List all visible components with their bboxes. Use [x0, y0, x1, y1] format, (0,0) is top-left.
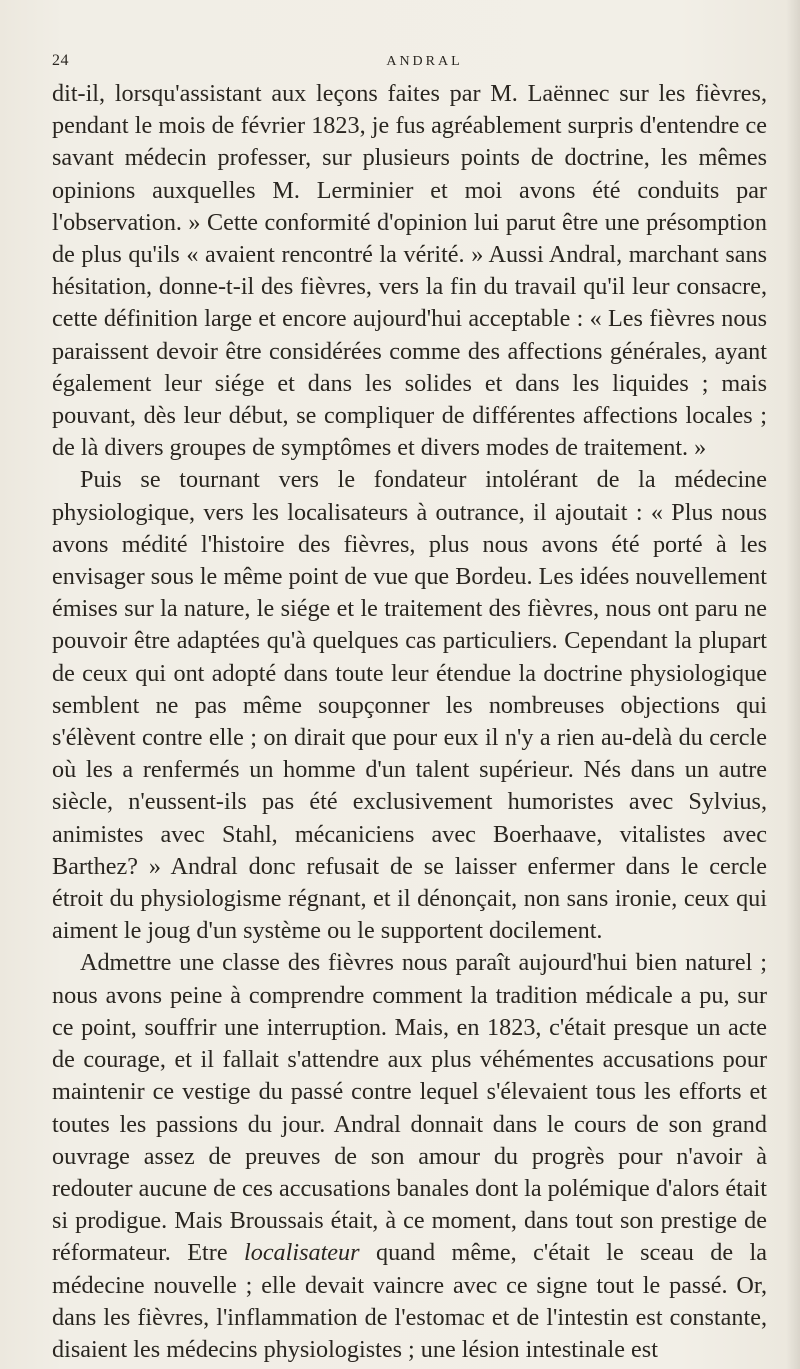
emphasis-term: localisateur [244, 1239, 360, 1267]
body-text [52, 78, 767, 1366]
paragraph-text: quand même, c'était le sceau de la médecine nouvelle ; elle devait vaincre avec ce signe tout le passé. Or, dans les fièvres, l'inflammation de l'estomac et de l'intestin est constante, disaient les médecins physiologistes ; une lésion intestinale est [52, 1239, 767, 1363]
paragraph: dit-il, lorsqu'assistant aux leçons faites par M. Laënnec sur les fièvres, pendant le mois de février 1823, je fus agréablement surpris d'entendre ce savant médecin professer, sur plusieurs points de doctrine, les mêmes opinions auxquelles M. Lerminier et moi avons été conduits par l'observation. » Cette conformité d'opinion lui parut être une présomption de plus qu'ils « avaient rencontré la vérité. » Aussi Andral, marchant sans hésitation, donne-t-il des fièvres, vers la fin du travail qu'il leur consacre, cette définition large et encore aujourd'hui acceptable : « Les fièvres nous paraissent devoir être considérées comme des affections générales, ayant également leur siége et dans les solides et dans les liquides ; mais pouvant, dès leur début, se compliquer de différentes affections locales ; de là divers groupes de symptômes et divers modes de traitement. » [52, 80, 767, 462]
paragraph-text: Admettre une classe des fièvres nous paraît aujourd'hui bien naturel ; nous avons peine à comprendre comment la tradition médicale a pu, sur ce point, souffrir une interruption. Mais, en 1823, c'était presque un acte de courage, et il fallait s'attendre aux plus véhémentes accusations pour maintenir ce vestige du passé contre lequel s'élevaient tous les efforts et toutes les passions du jour. Andral donnait dans le cours de son grand ouvrage assez de preuves de son amour du progrès pour n'avoir à redouter aucune de ces accusations banales dont la polémique d'alors était si prodigue. Mais Broussais était, à ce moment, dans tout son prestige de réformateur. Etre [52, 949, 767, 1267]
page-edge-shadow [786, 0, 800, 1369]
page-header [52, 52, 767, 78]
paragraph: Puis se tournant vers le fondateur intolérant de la médecine physiologique, vers les localisateurs à outrance, il ajoutait : « Plus nous avons médité l'histoire des fièvres, plus nous avons été porté à les envisager sous le même point de vue que Bordeu. Les idées nouvellement émises sur la nature, le siége et le traitement des fièvres, nous ont paru ne pouvoir être adaptées qu'à quelques cas particuliers. Cependant la plupart de ceux qui ont adopté dans toute leur étendue la doctrine physiologique semblent ne pas même soupçonner les nombreuses objections qui s'élèvent contre elle ; on dirait que pour eux il n'y a rien au-delà du cercle où les a renfermés un homme d'un talent supérieur. Nés dans un autre siècle, n'eussent-ils pas été exclusivement humoristes avec Sylvius, animistes avec Stahl, mécaniciens avec Boerhaave, vitalistes avec Barthez? » Andral donc refusait de se laisser enfermer dans le cercle étroit du physiologisme régnant, et il dénonçait, non sans ironie, ceux qui aiment le joug d'un système ou le supportent docilement. [52, 466, 767, 945]
running-head: ANDRAL [386, 54, 463, 69]
paragraph [52, 947, 767, 1366]
page-number: 24 [52, 52, 69, 69]
